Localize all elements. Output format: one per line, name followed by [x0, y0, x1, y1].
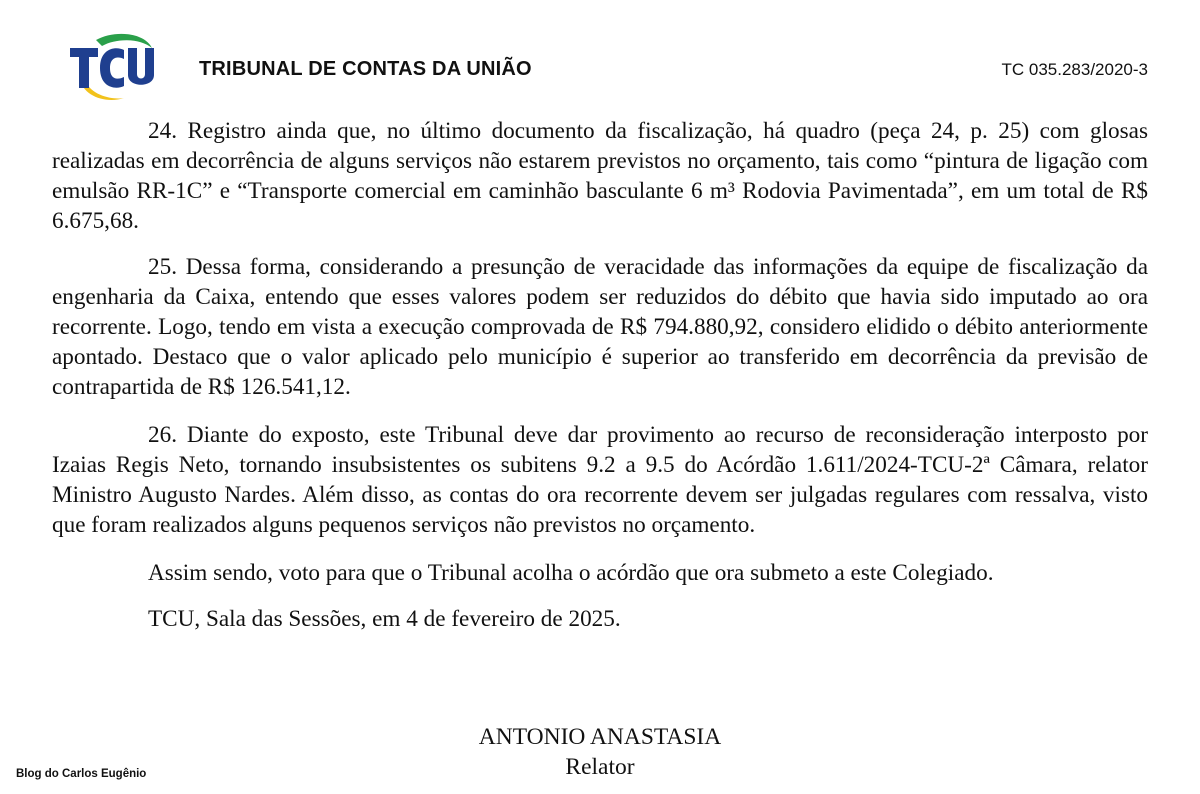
place-date: TCU, Sala das Sessões, em 4 de fevereiro de 2025.: [148, 606, 621, 632]
paragraph-24: 24. Registro ainda que, no último documento da fiscalização, há quadro (peça 24, p. 25) com glosas realizadas em decorrência de alguns serviços não estarem previstos no orçamento, tais como “pintura de ligação com emulsão RR-1C” e “Transporte comercial em caminhão basculante 6 m³ Rodovia Pavimentada”, em um total de R$ 6.675,68.: [52, 118, 1148, 234]
blog-watermark: Blog do Carlos Eugênio: [16, 768, 147, 780]
paragraph-26: 26. Diante do exposto, este Tribunal deve dar provimento ao recurso de reconsideração interposto por Izaias Regis Neto, tornando insubsistentes os subitens 9.2 a 9.5 do Acórdão 1.611/2024-TCU-2ª Câmara, relator Ministro Augusto Nardes. Além disso, as contas do ora recorrente devem ser julgadas regulares com ressalva, visto que foram realizados alguns pequenos serviços não previstos no orçamento.: [52, 422, 1148, 538]
paragraph-25: 25. Dessa forma, considerando a presunção de veracidade das informações da equipe de fiscalização da engenharia da Caixa, entendo que esses valores podem ser reduzidos do débito que havia sido imputado ao ora recorrente. Logo, tendo em vista a execução comprovada de R$ 794.880,92, considero elidido o débito anteriormente apontado. Destaco que o valor aplicado pelo município é superior ao transferido em decorrência da previsão de contrapartida de R$ 126.541,12.: [52, 254, 1148, 400]
tcu-logo-icon: [66, 30, 162, 104]
document-body: [52, 116, 1148, 650]
document-header: [0, 0, 1200, 110]
case-number: TC 035.283/2020-3: [1001, 60, 1148, 79]
signature-block: [0, 722, 1200, 782]
signatory-role: Relator: [565, 754, 635, 780]
closing-vote: Assim sendo, voto para que o Tribunal acolha o acórdão que ora submeto a este Colegiado.: [148, 560, 994, 586]
signatory-name: ANTONIO ANASTASIA: [478, 724, 722, 750]
organization-name: TRIBUNAL DE CONTAS DA UNIÃO: [199, 58, 532, 80]
